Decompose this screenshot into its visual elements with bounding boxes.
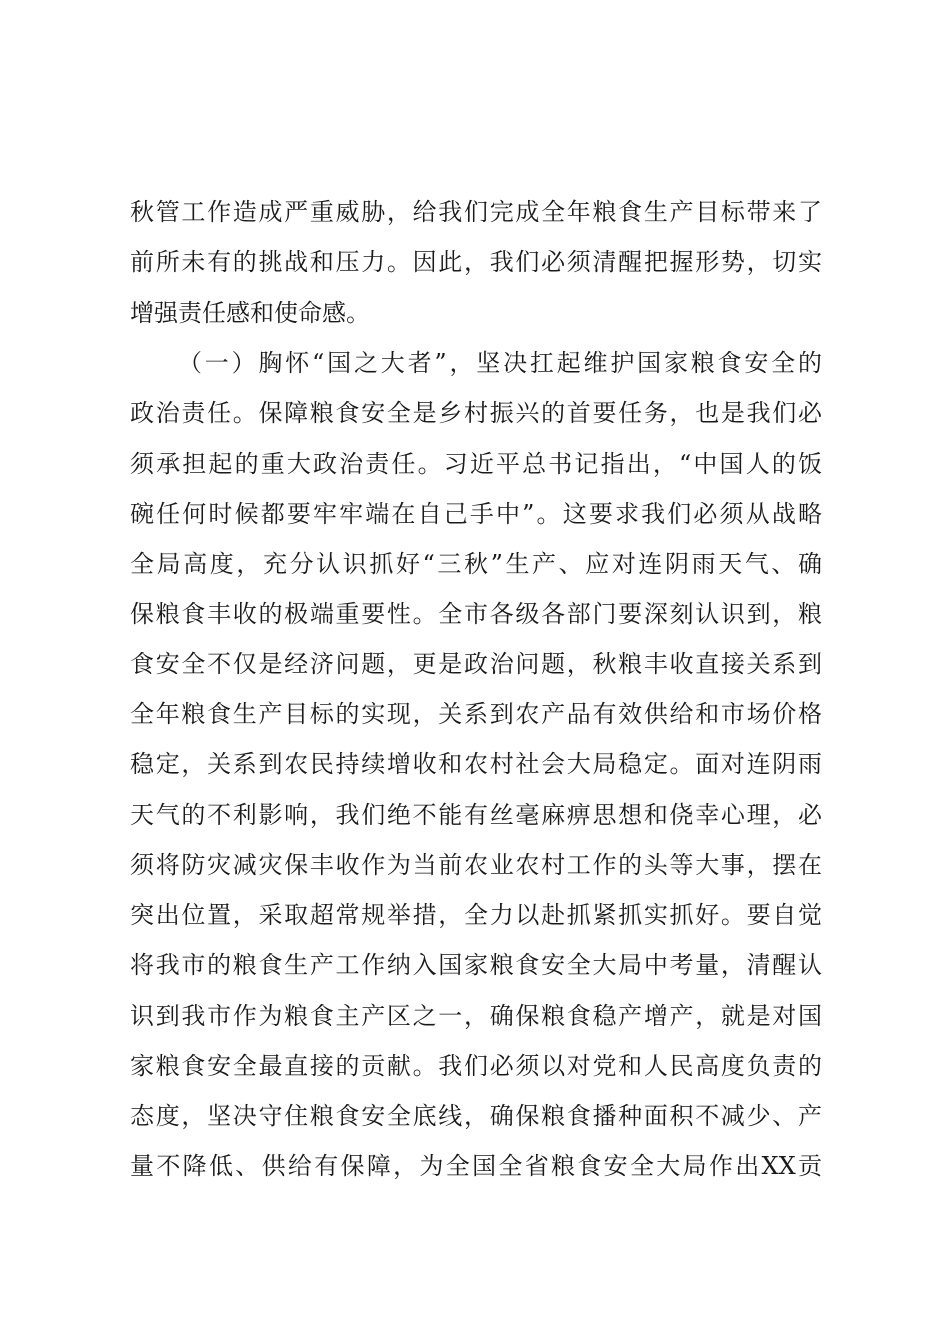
text-line-6: 须承担起的重大政治责任。习近平总书记指出，“中国人的饭: [130, 450, 822, 478]
text-line-14: 须将防灾减灾保丰收作为当前农业农村工作的头等大事，摆在: [130, 851, 822, 879]
text-line-20: 量不降低、供给有保障，为全国全省粮食安全大局作出XX贡: [130, 1152, 822, 1180]
text-line-3: 增强责任感和使命感。: [130, 299, 370, 327]
section-heading-line: （一）胸怀“国之大者”，坚决扛起维护国家粮食安全的: [178, 349, 822, 377]
text-line-12: 稳定，关系到农民持续增收和农村社会大局稳定。面对连阴雨: [130, 750, 822, 778]
text-line-17: 识到我市作为粮食主产区之一，确保粮食稳产增产，就是对国: [130, 1002, 822, 1030]
text-line-15: 突出位置，采取超常规举措，全力以赴抓紧抓实抓好。要自觉: [130, 901, 822, 929]
text-line-18: 家粮食安全最直接的贡献。我们必须以对党和人民高度负责的: [130, 1052, 822, 1080]
text-line-11: 全年粮食生产目标的实现，关系到农产品有效供给和市场价格: [130, 700, 822, 728]
text-line-13: 天气的不利影响，我们绝不能有丝毫麻痹思想和侥幸心理，必: [130, 801, 822, 829]
text-line-7: 碗任何时候都要牢牢端在自己手中”。这要求我们必须从战略: [130, 500, 822, 528]
text-line-5: 政治责任。保障粮食安全是乡村振兴的首要任务，也是我们必: [130, 399, 822, 427]
text-line-10: 食安全不仅是经济问题，更是政治问题，秋粮丰收直接关系到: [130, 650, 822, 678]
text-line-8: 全局高度，充分认识抓好“三秋”生产、应对连阴雨天气、确: [130, 550, 822, 578]
text-line-2: 前所未有的挑战和压力。因此，我们必须清醒把握形势，切实: [130, 248, 822, 276]
text-line-9: 保粮食丰收的极端重要性。全市各级各部门要深刻认识到，粮: [130, 600, 822, 628]
text-line-19: 态度，坚决守住粮食安全底线，确保粮食播种面积不减少、产: [130, 1102, 822, 1130]
text-line-1: 秋管工作造成严重威胁，给我们完成全年粮食生产目标带来了: [130, 198, 822, 226]
text-line-16: 将我市的粮食生产工作纳入国家粮食安全大局中考量，清醒认: [130, 951, 822, 979]
